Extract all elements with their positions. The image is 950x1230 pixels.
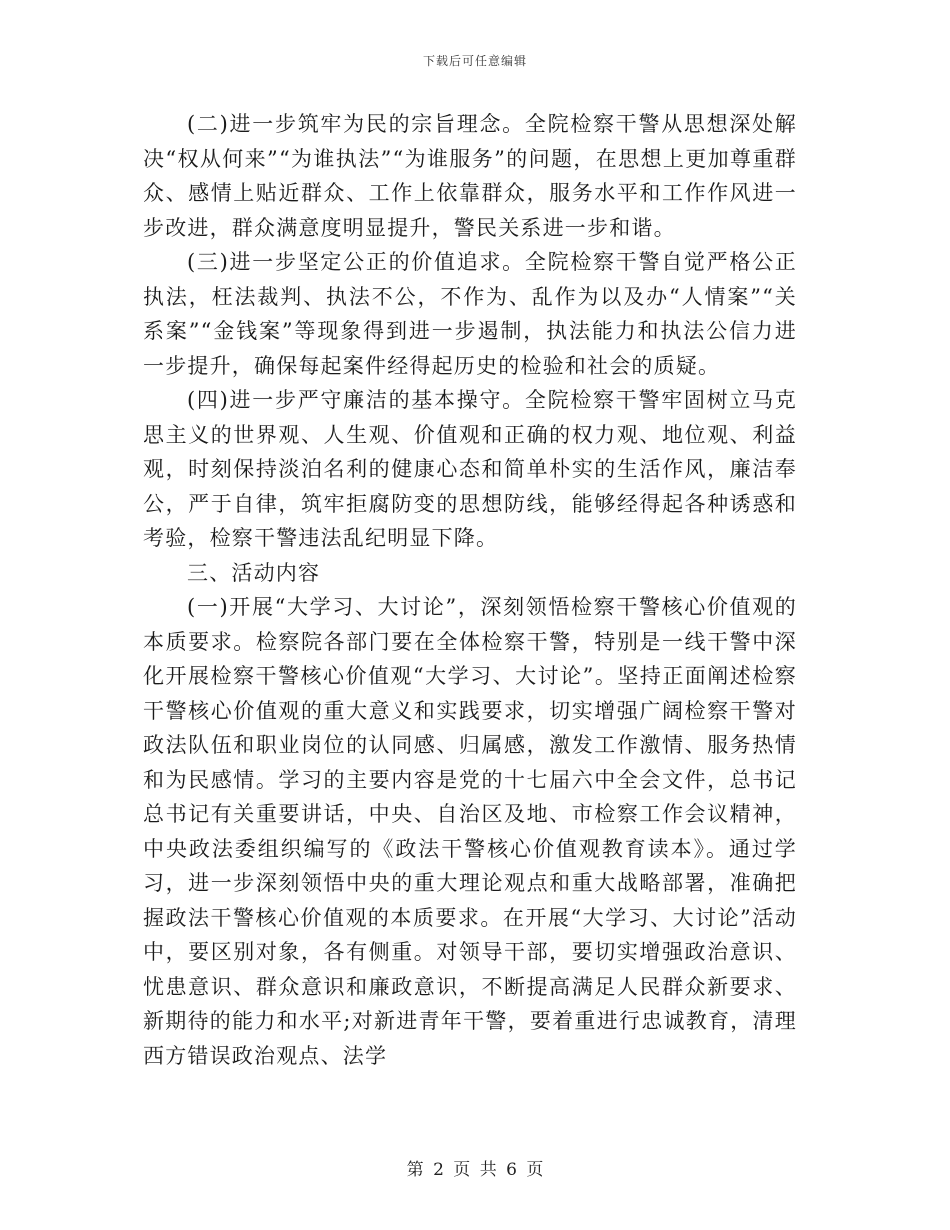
page-header: 下载后可任意编辑 [422,54,527,68]
paragraph-activity-1: (一)开展“大学习、大讨论”，深刻领悟检察干警核心价值观的本质要求。检察院各部门要在全体检察干警，特别是一线干警中深化开展检察干警核心价值观“大学习、大讨论”。坚持正面阐述检察干警核心价值观的重大意义和实践要求，切实增强广阔检察干警对政法队伍和职业岗位的认同感、归属感，激发工作激情、服务热情和为民感情。学习的主要内容是党的十七届六中全会文件，总书记总书记有关重要讲话，中央、自治区及地、市检察工作会议精神，中央政法委组织编写的《政法干警核心价值观教育读本》。通过学习，进一步深刻领悟中央的重大理论观点和重大战略部署，准确把握政法干警核心价值观的本质要求。在开展“大学习、大讨论”活动中，要区别对象，各有侧重。对领导干部，要切实增强政治意识、忧患意识、群众意识和廉政意识，不断提高满足人民群众新要求、新期待的能力和水平;对新进青年干警，要着重进行忠诚教育，清理西方错误政治观点、法学 [143,595,797,1068]
paragraph-2: (二)进一步筑牢为民的宗旨理念。全院检察干警从思想深处解决“权从何来”“为谁执法”“为谁服务”的问题，在思想上更加尊重群众、感情上贴近群众、工作上依靠群众，服务水平和工作作风进一步改进，群众满意度明显提升，警民关系进一步和谐。 [143,112,797,240]
section-heading-activities: 三、活动内容 [187,560,321,585]
paragraph-4: (四)进一步严守廉洁的基本操守。全院检察干警牢固树立马克思主义的世界观、人生观、价值观和正确的权力观、地位观、利益观，时刻保持淡泊名利的健康心态和简单朴实的生活作风，廉洁奉公，严于自律，筑牢拒腐防变的思想防线，能够经得起各种诱惑和考验，检察干警违法乱纪明显下降。 [143,388,797,550]
paragraph-3: (三)进一步坚定公正的价值追求。全院检察干警自觉严格公正执法，枉法裁判、执法不公，不作为、乱作为以及办“人情案”“关系案”“金钱案”等现象得到进一步遏制，执法能力和执法公信力进一步提升，确保每起案件经得起历史的检验和社会的质疑。 [143,250,797,378]
page-number: 第 2 页 共 6 页 [406,1160,544,1180]
document-body [143,107,797,1073]
